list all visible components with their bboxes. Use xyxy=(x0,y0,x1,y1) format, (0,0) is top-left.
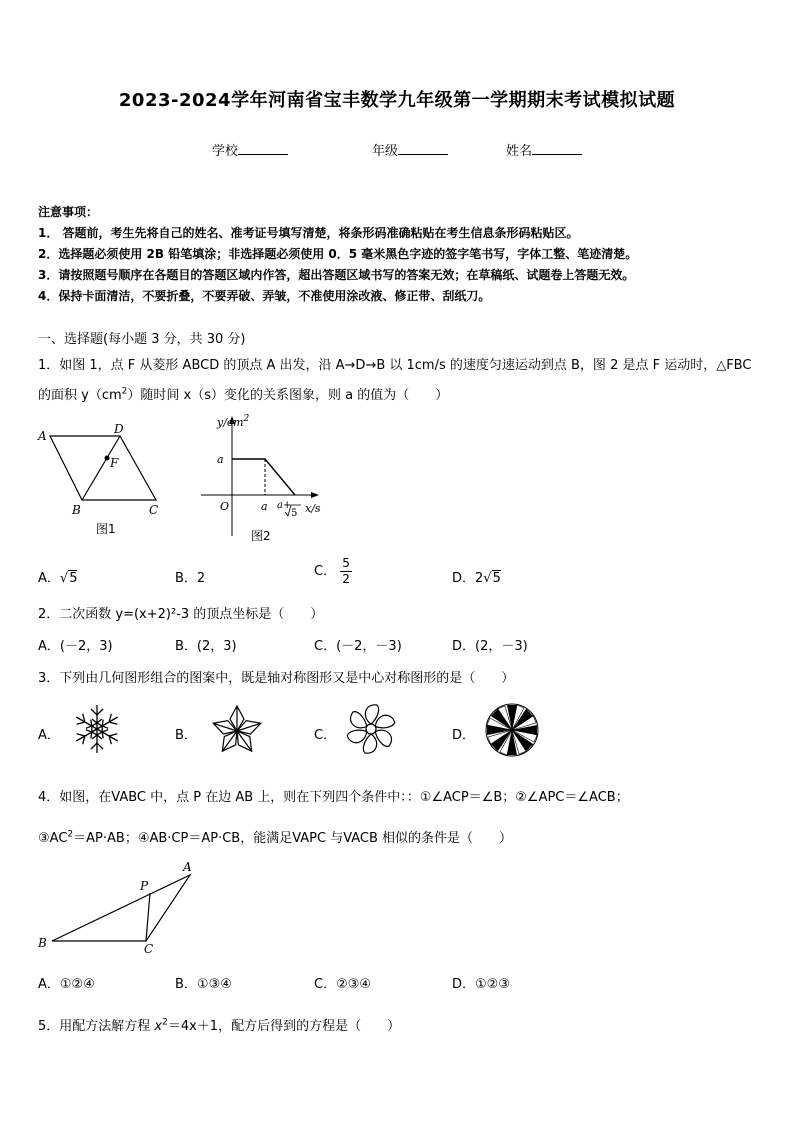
q1-figure2 xyxy=(195,412,335,548)
label-a: A xyxy=(183,860,192,874)
q4-triangle-figure xyxy=(34,855,204,955)
point-f xyxy=(105,456,110,461)
grade-field xyxy=(372,140,448,159)
note-item: 4．保持卡面清洁，不要折叠，不要弄破、弄皱，不准使用涂改液、修正带、刮纸刀。 xyxy=(38,289,491,303)
y-label: $y/cm^2$ xyxy=(217,414,250,429)
page-title: 2023-2024学年河南省宝丰数学九年级第一学期期末考试模拟试题 xyxy=(118,90,676,111)
note-item: 3．请按照题号顺序在各题目的答题区域内作答，超出答题区域书写的答案无效；在草稿纸、试题卷上答题无效。 xyxy=(38,268,635,282)
graph-line xyxy=(232,459,295,495)
origin-label: O xyxy=(220,500,230,513)
segment-pc xyxy=(146,893,150,941)
q2-option-d: D．(2，－3) xyxy=(452,639,528,654)
school-label: 学校 xyxy=(212,144,239,159)
a-plus-label: a+ xyxy=(277,500,292,511)
label-b: B xyxy=(72,503,81,517)
fig1-caption: 图1 xyxy=(96,522,116,536)
q1-option-b: B．2 xyxy=(175,571,206,586)
q2-text: 2．二次函数 y=(x+2)²-3 的顶点坐标是（ ） xyxy=(38,607,324,622)
q4-line2: $③AC^2=AP\cdot AB$；④AB·CP＝AP·CB，能满足VAPC 与VACB 相似的条件是（ ） xyxy=(38,829,513,846)
q1-option-d: D．2√5 xyxy=(452,571,501,586)
q4-option-d: D．①②③ xyxy=(452,977,510,992)
note-item: 2．选择题必须使用 2B 铅笔填涂；非选择题必须使用 0．5 毫米黑色字迹的签字笔书写，字体工整、笔迹清楚。 xyxy=(38,247,638,261)
q4-option-c: C．②③④ xyxy=(314,977,372,992)
a-tick-y: a xyxy=(217,453,224,466)
fig2-caption: 图2 xyxy=(251,529,271,543)
label-d: D xyxy=(114,422,124,436)
q3-option-d-label: D． xyxy=(452,728,476,743)
label-a: A xyxy=(38,429,47,443)
star-wheel-pattern xyxy=(484,702,540,758)
section-heading: 一、选择题(每小题 3 分，共 30 分) xyxy=(38,332,246,347)
q4-line1: 4．如图，在VABC 中，点 P 在边 AB 上，则在下列四个条件中：：①∠ACP＝∠B；②∠APC＝∠ACB； xyxy=(38,790,629,805)
q5-text: 5．用配方法解方程 $x^2=4x+1$，配方后得到的方程是（ ） xyxy=(38,1017,401,1034)
q2-option-b: B．(2，3) xyxy=(175,639,237,654)
school-field xyxy=(212,140,288,159)
sqrt5-label: 5 xyxy=(291,508,298,519)
q3-option-b-label: B． xyxy=(175,728,197,743)
name-blank xyxy=(532,142,582,155)
q1-option-a: A．√5 xyxy=(38,571,78,586)
grade-blank xyxy=(398,142,448,155)
name-field xyxy=(506,140,582,159)
q1-line2: 的面积 $y(cm^2)$随时间 x（s）变化的关系图象，则 a 的值为（ ） xyxy=(38,386,449,403)
five-petal-pattern xyxy=(210,702,264,756)
rhombus-abcd xyxy=(50,436,156,500)
x-label: x/s xyxy=(305,502,321,515)
snowflake-pattern xyxy=(70,702,124,756)
q1-option-c: C． $\frac{5}{2}$ xyxy=(314,556,350,586)
label-b: B xyxy=(38,936,47,950)
triangle-abc xyxy=(52,875,190,941)
school-blank xyxy=(238,142,288,155)
q4-option-a: A．①②④ xyxy=(38,977,95,992)
q3-option-c-label: C． xyxy=(314,728,337,743)
label-p: P xyxy=(140,879,149,893)
label-c: C xyxy=(149,503,159,517)
label-f: F xyxy=(110,456,119,470)
name-label: 姓名 xyxy=(506,144,533,159)
q1-figure1 xyxy=(30,420,170,540)
q3-text: 3．下列由几何图形组合的图案中，既是轴对称图形又是中心对称图形的是（ ） xyxy=(38,671,515,686)
q1-line1: 1．如图 1，点 F 从菱形 ABCD 的顶点 A 出发，沿 A→D→B 以 1cm/s 的速度匀速运动到点 B，图 2 是点 F 运动时，△FBC xyxy=(38,358,752,373)
q3-option-a-label: A． xyxy=(38,728,60,743)
notes-title: 注意事项： xyxy=(38,205,99,219)
label-c: C xyxy=(144,942,154,955)
note-item: 1． 答题前，考生先将自己的姓名、准考证号填写清楚，将条形码准确粘贴在考生信息条形码粘贴区。 xyxy=(38,226,579,240)
pinwheel-pattern xyxy=(344,702,398,756)
q2-option-c: C．(－2，－3) xyxy=(314,639,402,654)
a-tick-x: a xyxy=(261,500,268,513)
q2-option-a: A．(－2，3) xyxy=(38,639,113,654)
grade-label: 年级 xyxy=(372,144,399,159)
q4-option-b: B．①③④ xyxy=(175,977,232,992)
